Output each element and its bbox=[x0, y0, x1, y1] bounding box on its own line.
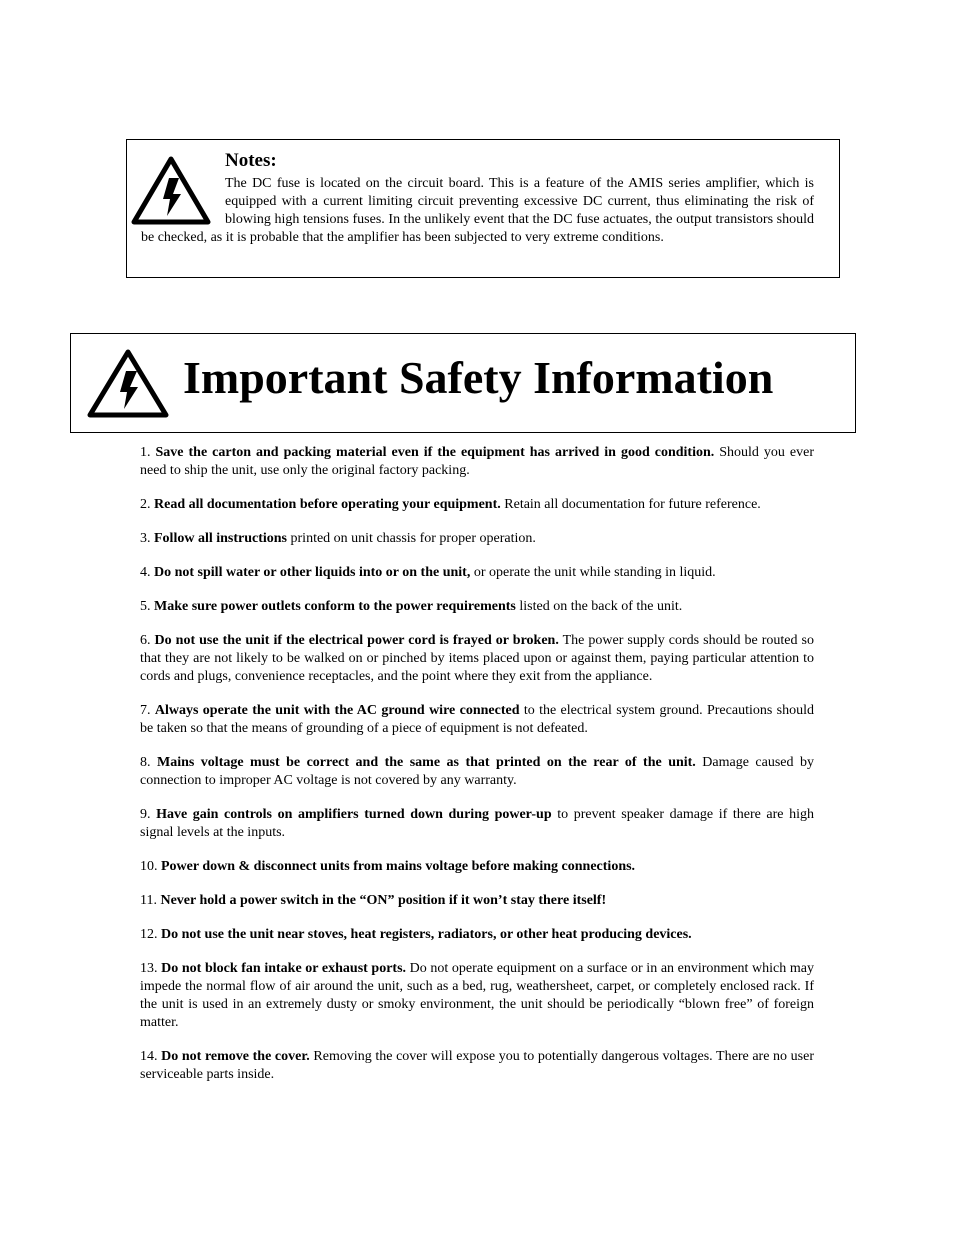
safety-item-heading: Power down & disconnect units from mains voltage before making connections. bbox=[161, 859, 636, 874]
safety-item-heading: Do not use the unit if the electrical power cord is frayed or broken. bbox=[154, 633, 559, 648]
notes-text-body: The DC fuse is located on the circuit board. This is a feature of the AMIS series amplifier, which is equipped with a current limiting circuit preventing excessive DC current, thus eliminating the risk of blowing high tensions fuses. In the unlikely event that the DC fuse actuates, the output transistors should be checked, as it is probable that the amplifier has been subjected to very extreme conditions. bbox=[141, 176, 814, 245]
safety-item-number: 3. bbox=[140, 531, 151, 546]
safety-item-heading: Do not block fan intake or exhaust ports. bbox=[161, 961, 407, 976]
safety-item-heading: Mains voltage must be correct and the same as that printed on the rear of the unit. bbox=[156, 755, 696, 770]
safety-item-number: 12. bbox=[140, 927, 158, 942]
safety-item-heading: Never hold a power switch in the “ON” position if it won’t stay there itself! bbox=[160, 893, 607, 908]
safety-item-number: 5. bbox=[140, 599, 151, 614]
safety-item-heading: Do not use the unit near stoves, heat registers, radiators, or other heat producing devices. bbox=[161, 927, 692, 942]
safety-item bbox=[140, 858, 814, 876]
safety-item bbox=[140, 926, 814, 944]
safety-item-number: 4. bbox=[140, 565, 151, 580]
safety-item bbox=[140, 444, 814, 480]
safety-item bbox=[140, 632, 814, 686]
safety-item-text: Retain all documentation for future reference. bbox=[500, 497, 761, 512]
safety-item-heading: Always operate the unit with the AC ground wire connected bbox=[154, 703, 520, 718]
safety-item-number: 6. bbox=[140, 633, 151, 648]
safety-item-number: 7. bbox=[140, 703, 151, 718]
safety-item-heading: Make sure power outlets conform to the power requirements bbox=[154, 599, 516, 614]
notes-text bbox=[141, 175, 814, 247]
safety-item-number: 13. bbox=[140, 961, 158, 976]
safety-item-text: to prevent speaker damage if there are high signal levels at the inputs. bbox=[140, 807, 814, 840]
safety-item-number: 9. bbox=[140, 807, 151, 822]
safety-item-number: 10. bbox=[140, 859, 158, 874]
safety-item-text: Should you ever need to ship the unit, use only the original factory packing. bbox=[140, 445, 814, 478]
safety-item-heading: Follow all instructions bbox=[154, 531, 288, 546]
safety-item-number: 14. bbox=[140, 1049, 158, 1064]
safety-item-number: 11. bbox=[140, 893, 157, 908]
safety-item bbox=[140, 892, 814, 910]
safety-item bbox=[140, 496, 814, 514]
safety-item-text: Removing the cover will expose you to potentially dangerous voltages. There are no user serviceable parts inside. bbox=[140, 1049, 814, 1082]
safety-item-text: listed on the back of the unit. bbox=[515, 599, 683, 614]
safety-item-heading: Do not remove the cover. bbox=[161, 1049, 310, 1064]
safety-item bbox=[140, 960, 814, 1032]
safety-item bbox=[140, 598, 814, 616]
safety-item-text: to the electrical system ground. Precautions should be taken so that the means of grounding of a piece of equipment is not defeated. bbox=[140, 703, 814, 736]
safety-item-text: The power supply cords should be routed so that they are not likely to be walked on or pinched by items placed upon or against them, paying particular attention to cords and plugs, convenience receptacles, and the point where they exit from the appliance. bbox=[140, 633, 814, 684]
safety-item-text: Damage caused by connection to improper AC voltage is not covered by any warranty. bbox=[140, 755, 814, 788]
page-title: Important Safety Information bbox=[183, 352, 774, 403]
safety-item-number: 1. bbox=[140, 445, 151, 460]
safety-item-heading: Do not spill water or other liquids into or on the unit, bbox=[154, 565, 471, 580]
notes-title: Notes: bbox=[225, 150, 277, 171]
safety-item bbox=[140, 702, 814, 738]
safety-item-number: 8. bbox=[140, 755, 151, 770]
safety-item-number: 2. bbox=[140, 497, 151, 512]
safety-header-box bbox=[70, 333, 856, 433]
safety-item-heading: Have gain controls on amplifiers turned down during power-up bbox=[156, 807, 552, 822]
safety-item bbox=[140, 806, 814, 842]
safety-item bbox=[140, 1048, 814, 1084]
safety-item-heading: Read all documentation before operating your equipment. bbox=[154, 497, 501, 512]
safety-items-list bbox=[140, 444, 814, 1100]
high-voltage-warning-icon bbox=[87, 349, 169, 419]
safety-item-heading: Save the carton and packing material even if the equipment has arrived in good condition. bbox=[155, 445, 715, 460]
safety-item-text: printed on unit chassis for proper operation. bbox=[287, 531, 536, 546]
safety-item bbox=[140, 754, 814, 790]
safety-item bbox=[140, 530, 814, 548]
safety-item bbox=[140, 564, 814, 582]
safety-item-text: or operate the unit while standing in liquid. bbox=[470, 565, 716, 580]
notes-box bbox=[126, 139, 840, 278]
safety-item-text: Do not operate equipment on a surface or in an environment which may impede the normal flow of air around the unit, such as a bed, rug, weathersheet, carpet, or completely enclosed rack. If the unit is used in an extremely dusty or smoky environment, the unit should be periodically “blown free” of foreign matter. bbox=[140, 961, 814, 1030]
